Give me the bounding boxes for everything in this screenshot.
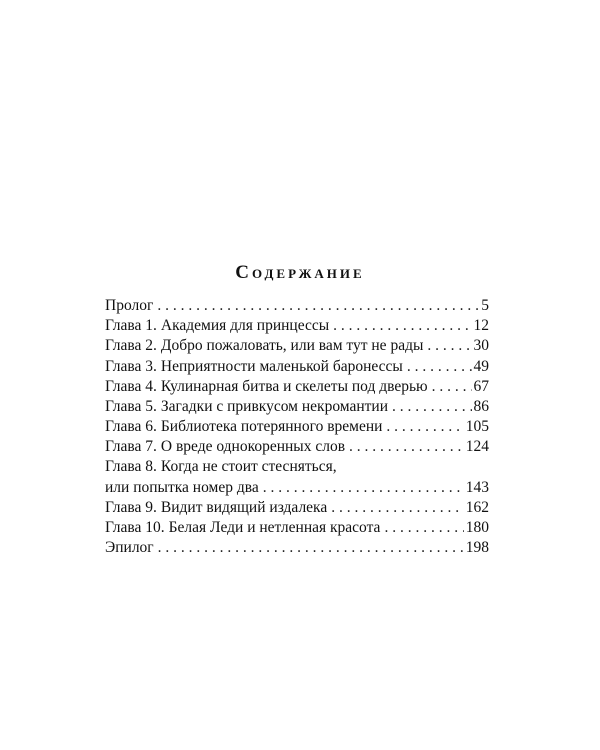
toc-entry-page: 162 [465,498,489,516]
toc-entry-chapter: Глава 10. [105,519,165,537]
toc-entry-chapter: Глава 8. [105,458,157,476]
toc-entry-title: О вреде однокоренных слов [160,438,346,456]
toc-entry-label [105,437,345,457]
dot-leader [386,417,463,437]
toc-entry-title: Пролог [105,296,154,314]
toc-entry-chapter-1 [105,316,489,336]
toc-entry-chapter-2 [105,336,489,356]
toc-entry-chapter: Глава 5. [105,397,157,415]
dot-leader [333,316,471,336]
toc-entry-title: Библиотека потерянного времени [160,418,383,436]
toc-entry-title: Добро пожаловать, или вам тут не рады [160,337,424,355]
dot-leader [432,377,472,397]
toc-entry-page: 198 [465,539,489,557]
toc-entry-prologue [105,296,489,316]
toc-entry-title: Эпилог [105,539,154,557]
toc-entry-title: Белая Леди и нетленная красота [168,519,381,537]
toc-entry-chapter-3 [105,357,489,377]
toc-entry-page: 86 [473,397,489,415]
toc-entry-chapter: Глава 3. [105,357,157,375]
toc-entry-page: 143 [465,478,489,496]
toc-entry-label [105,498,327,518]
toc-entry-title: Когда не стоит стесняться, [160,458,337,476]
toc-entry-chapter: Глава 7. [105,438,157,456]
toc-entry-chapter-9 [105,498,489,518]
toc-entry-chapter: Глава 4. [105,377,157,395]
toc-entry-label [105,316,329,336]
toc-entry-title: Академия для принцессы [160,317,330,335]
dot-leader [427,336,471,356]
toc-entry-chapter-8-line-2 [105,478,489,498]
dot-leader [392,397,471,417]
toc-entry-label [105,336,423,356]
toc-entry-chapter-10 [105,518,489,538]
toc-entry-label [105,538,154,558]
toc-entry-label [105,357,403,377]
toc-entry-chapter: Глава 6. [105,418,157,436]
toc-title: Содержание [235,262,365,283]
dot-leader [331,498,464,518]
toc-entry-label [105,417,382,437]
toc-entry-label [105,478,259,498]
toc-entry-chapter: Глава 2. [105,337,157,355]
toc-entry-label [105,458,337,478]
toc-entry-chapter-7 [105,437,489,457]
dot-leader [263,478,464,498]
toc-entry-chapter: Глава 9. [105,498,157,516]
toc-entry-page: 105 [465,418,489,436]
toc-entry-label [105,377,428,397]
dot-leader [349,437,464,457]
toc-entry-chapter-4 [105,377,489,397]
toc-entry-epilogue [105,538,489,558]
toc-entry-title: Кулинарная битва и скелеты под дверью [160,377,428,395]
dot-leader [384,518,463,538]
toc-entry-label [105,296,153,316]
toc-entry-chapter-8-line-1 [105,458,489,478]
toc-entry-title-continued: или попытка номер два [105,478,259,496]
dot-leader [407,357,472,377]
toc-entry-page: 49 [473,357,489,375]
toc-entry-page: 5 [481,296,489,314]
toc-entry-label [105,518,380,538]
toc-entry-title: Видит видящий издалека [160,498,328,516]
toc-entry-title: Загадки с привкусом некромантии [160,397,389,415]
toc-entry-chapter-6 [105,417,489,437]
toc-entry-page: 30 [473,337,489,355]
toc-entry-chapter: Глава 1. [105,317,157,335]
toc-list [105,296,489,558]
toc-entry-title: Неприятности маленькой баронессы [160,357,403,375]
dot-leader [157,296,479,316]
toc-entry-page: 67 [473,377,489,395]
toc-entry-chapter-5 [105,397,489,417]
toc-entry-page: 12 [473,317,489,335]
dot-leader [158,538,464,558]
toc-entry-label [105,397,388,417]
toc-entry-page: 124 [465,438,489,456]
toc-entry-page: 180 [465,519,489,537]
